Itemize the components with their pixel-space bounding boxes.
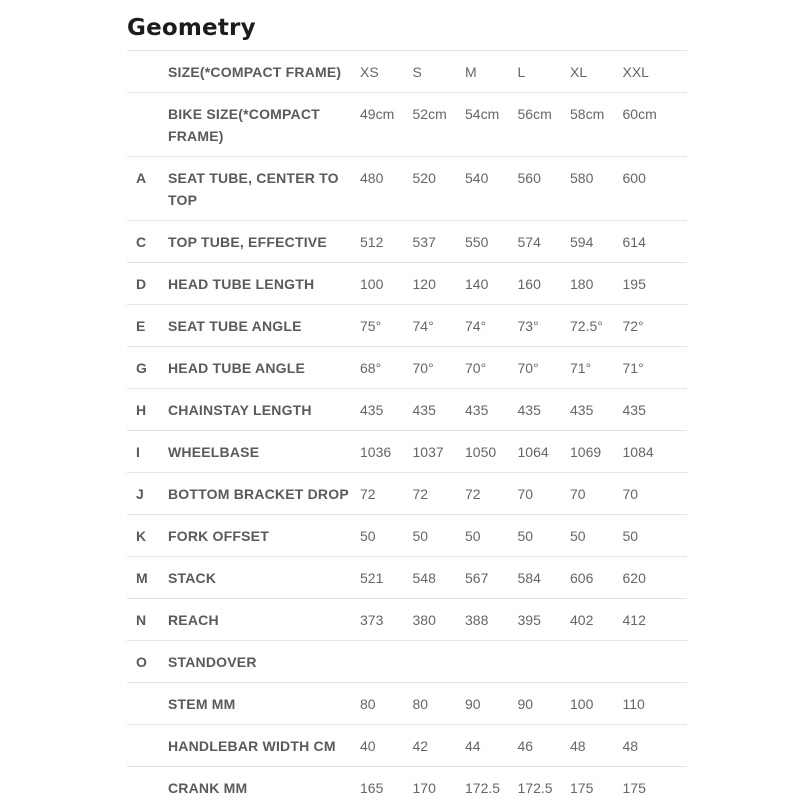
value-xxl-cell: 195 xyxy=(623,263,687,305)
row-label: SEAT TUBE ANGLE xyxy=(168,305,360,347)
table-header-row xyxy=(127,51,687,93)
value-l-cell: 574 xyxy=(518,221,571,263)
value-xs-cell: 68° xyxy=(360,347,413,389)
row-label: FORK OFFSET xyxy=(168,515,360,557)
row-letter xyxy=(127,683,168,725)
value-xl-cell: 435 xyxy=(570,389,623,431)
row-letter: O xyxy=(127,641,168,683)
value-xl-cell: 72.5° xyxy=(570,305,623,347)
value-m-cell: 540 xyxy=(465,157,518,221)
size-xxl-cell: XXL xyxy=(623,51,687,93)
value-xs-cell: 165 xyxy=(360,767,413,808)
table-row xyxy=(127,347,687,389)
value-xs-cell: 40 xyxy=(360,725,413,767)
value-xs-cell: 75° xyxy=(360,305,413,347)
value-m-cell: 44 xyxy=(465,725,518,767)
row-letter xyxy=(127,725,168,767)
value-m-cell: 50 xyxy=(465,515,518,557)
value-l-cell: 172.5 xyxy=(518,767,571,808)
value-m-cell: 140 xyxy=(465,263,518,305)
value-s-cell: 74° xyxy=(413,305,466,347)
value-xs-cell: 100 xyxy=(360,263,413,305)
row-label: CRANK MM xyxy=(168,767,360,808)
value-s-cell: 1037 xyxy=(413,431,466,473)
value-xxl-cell: 72° xyxy=(623,305,687,347)
table-row xyxy=(127,641,687,683)
row-label: HEAD TUBE LENGTH xyxy=(168,263,360,305)
value-s-cell: 548 xyxy=(413,557,466,599)
value-s-cell: 70° xyxy=(413,347,466,389)
value-xl-cell: 48 xyxy=(570,725,623,767)
value-xl-cell: 175 xyxy=(570,767,623,808)
value-xs-cell: 50 xyxy=(360,515,413,557)
value-xxl-cell: 60cm xyxy=(623,93,687,157)
value-xl-cell xyxy=(570,641,623,683)
row-letter: A xyxy=(127,157,168,221)
row-label: CHAINSTAY LENGTH xyxy=(168,389,360,431)
geometry-table-body xyxy=(127,51,687,808)
value-l-cell: 584 xyxy=(518,557,571,599)
table-row xyxy=(127,515,687,557)
row-label: REACH xyxy=(168,599,360,641)
value-xl-cell: 50 xyxy=(570,515,623,557)
value-xs-cell: 435 xyxy=(360,389,413,431)
value-xl-cell: 580 xyxy=(570,157,623,221)
geometry-table xyxy=(127,50,687,808)
value-xs-cell: 480 xyxy=(360,157,413,221)
value-m-cell: 1050 xyxy=(465,431,518,473)
row-letter: C xyxy=(127,221,168,263)
table-row xyxy=(127,599,687,641)
value-s-cell xyxy=(413,641,466,683)
table-row xyxy=(127,305,687,347)
value-l-cell: 560 xyxy=(518,157,571,221)
value-m-cell: 172.5 xyxy=(465,767,518,808)
table-row xyxy=(127,473,687,515)
value-xs-cell: 512 xyxy=(360,221,413,263)
value-xl-cell: 402 xyxy=(570,599,623,641)
row-letter xyxy=(127,93,168,157)
value-s-cell: 170 xyxy=(413,767,466,808)
row-label: BIKE SIZE(*COMPACT FRAME) xyxy=(168,93,360,157)
row-letter: N xyxy=(127,599,168,641)
value-l-cell: 395 xyxy=(518,599,571,641)
row-label: STANDOVER xyxy=(168,641,360,683)
row-letter: G xyxy=(127,347,168,389)
value-l-cell: 160 xyxy=(518,263,571,305)
row-letter: H xyxy=(127,389,168,431)
value-m-cell: 90 xyxy=(465,683,518,725)
row-label: SIZE(*COMPACT FRAME) xyxy=(168,51,360,93)
value-m-cell: 435 xyxy=(465,389,518,431)
value-xl-cell: 594 xyxy=(570,221,623,263)
table-row xyxy=(127,263,687,305)
value-xl-cell: 58cm xyxy=(570,93,623,157)
value-m-cell: 550 xyxy=(465,221,518,263)
value-m-cell: 54cm xyxy=(465,93,518,157)
row-label: STACK xyxy=(168,557,360,599)
value-l-cell: 56cm xyxy=(518,93,571,157)
value-s-cell: 50 xyxy=(413,515,466,557)
size-s-cell: S xyxy=(413,51,466,93)
size-l-cell: L xyxy=(518,51,571,93)
value-m-cell: 70° xyxy=(465,347,518,389)
value-xxl-cell: 71° xyxy=(623,347,687,389)
value-l-cell: 73° xyxy=(518,305,571,347)
table-row xyxy=(127,767,687,808)
table-row xyxy=(127,389,687,431)
row-letter xyxy=(127,51,168,93)
value-l-cell: 70 xyxy=(518,473,571,515)
table-row xyxy=(127,93,687,157)
table-row xyxy=(127,431,687,473)
row-label: SEAT TUBE, CENTER TO TOP xyxy=(168,157,360,221)
table-row xyxy=(127,557,687,599)
value-xxl-cell xyxy=(623,641,687,683)
value-xs-cell: 72 xyxy=(360,473,413,515)
row-letter: I xyxy=(127,431,168,473)
row-label: STEM MM xyxy=(168,683,360,725)
value-s-cell: 435 xyxy=(413,389,466,431)
table-row xyxy=(127,157,687,221)
value-l-cell: 46 xyxy=(518,725,571,767)
value-xxl-cell: 50 xyxy=(623,515,687,557)
value-xxl-cell: 175 xyxy=(623,767,687,808)
row-label: HEAD TUBE ANGLE xyxy=(168,347,360,389)
value-xxl-cell: 600 xyxy=(623,157,687,221)
row-letter: D xyxy=(127,263,168,305)
value-m-cell: 388 xyxy=(465,599,518,641)
value-xl-cell: 100 xyxy=(570,683,623,725)
value-xxl-cell: 435 xyxy=(623,389,687,431)
value-m-cell: 567 xyxy=(465,557,518,599)
value-xxl-cell: 110 xyxy=(623,683,687,725)
value-s-cell: 72 xyxy=(413,473,466,515)
row-letter: K xyxy=(127,515,168,557)
size-xs-cell: XS xyxy=(360,51,413,93)
value-l-cell: 50 xyxy=(518,515,571,557)
geometry-section xyxy=(127,0,686,808)
value-s-cell: 42 xyxy=(413,725,466,767)
table-row xyxy=(127,683,687,725)
value-l-cell: 435 xyxy=(518,389,571,431)
value-xs-cell: 80 xyxy=(360,683,413,725)
value-l-cell xyxy=(518,641,571,683)
value-xxl-cell: 48 xyxy=(623,725,687,767)
row-letter: J xyxy=(127,473,168,515)
value-xxl-cell: 412 xyxy=(623,599,687,641)
value-xl-cell: 180 xyxy=(570,263,623,305)
row-letter: E xyxy=(127,305,168,347)
value-xl-cell: 1069 xyxy=(570,431,623,473)
value-s-cell: 120 xyxy=(413,263,466,305)
value-m-cell: 74° xyxy=(465,305,518,347)
row-label: BOTTOM BRACKET DROP xyxy=(168,473,360,515)
value-xxl-cell: 1084 xyxy=(623,431,687,473)
row-label: WHEELBASE xyxy=(168,431,360,473)
value-xs-cell: 521 xyxy=(360,557,413,599)
value-l-cell: 1064 xyxy=(518,431,571,473)
size-m-cell: M xyxy=(465,51,518,93)
value-m-cell: 72 xyxy=(465,473,518,515)
table-row xyxy=(127,221,687,263)
value-xl-cell: 606 xyxy=(570,557,623,599)
page-title: Geometry xyxy=(127,0,686,50)
value-xs-cell: 1036 xyxy=(360,431,413,473)
value-s-cell: 380 xyxy=(413,599,466,641)
row-label: HANDLEBAR WIDTH CM xyxy=(168,725,360,767)
value-l-cell: 90 xyxy=(518,683,571,725)
value-s-cell: 52cm xyxy=(413,93,466,157)
value-s-cell: 520 xyxy=(413,157,466,221)
value-xl-cell: 71° xyxy=(570,347,623,389)
value-xs-cell: 49cm xyxy=(360,93,413,157)
value-l-cell: 70° xyxy=(518,347,571,389)
row-label: TOP TUBE, EFFECTIVE xyxy=(168,221,360,263)
value-s-cell: 537 xyxy=(413,221,466,263)
size-xl-cell: XL xyxy=(570,51,623,93)
value-xl-cell: 70 xyxy=(570,473,623,515)
value-xxl-cell: 70 xyxy=(623,473,687,515)
table-row xyxy=(127,725,687,767)
row-letter xyxy=(127,767,168,808)
value-xs-cell xyxy=(360,641,413,683)
value-xs-cell: 373 xyxy=(360,599,413,641)
value-m-cell xyxy=(465,641,518,683)
value-s-cell: 80 xyxy=(413,683,466,725)
row-letter: M xyxy=(127,557,168,599)
value-xxl-cell: 614 xyxy=(623,221,687,263)
value-xxl-cell: 620 xyxy=(623,557,687,599)
